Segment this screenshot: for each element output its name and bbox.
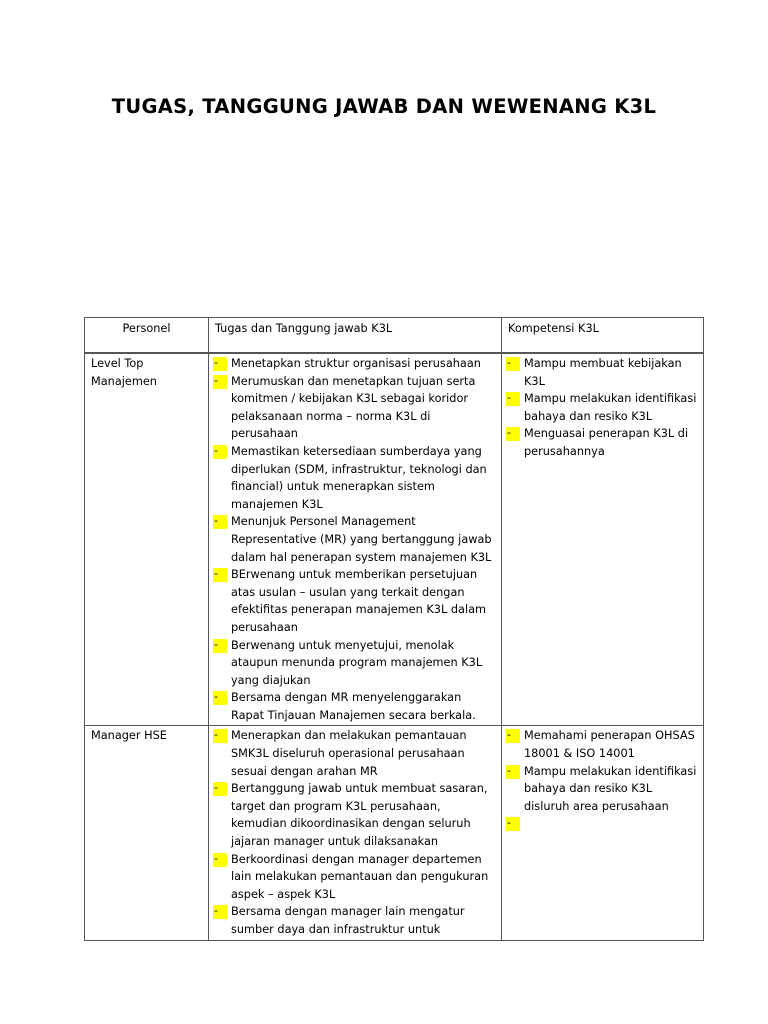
tugas-cell	[209, 726, 502, 940]
personel-cell: Manager HSE	[85, 726, 209, 940]
bullet-marker: -	[213, 639, 227, 653]
list-item-text: Mampu melakukan identifikasi bahaya dan resiko K3L disluruh area perusahaan	[524, 764, 697, 813]
kompetensi-cell	[502, 353, 704, 726]
table-row-top-manajemen	[85, 353, 704, 726]
bullet-marker: -	[213, 905, 227, 919]
list-item	[213, 689, 495, 724]
list-item	[213, 443, 495, 513]
list-item-text: Bersama dengan manager lain mengatur sumber daya dan infrastruktur untuk	[231, 905, 465, 936]
bullet-marker: -	[213, 853, 227, 867]
list-item	[213, 513, 495, 566]
list-item-text: Menetapkan struktur organisasi perusahaan	[231, 357, 481, 370]
list-item	[506, 390, 697, 425]
list-item-text: Berwenang untuk menyetujui, menolak ataupun menunda program manajemen K3L yang diajukan	[231, 638, 483, 687]
list-item-text: Memahami penerapan OHSAS 18001 & ISO 14001	[524, 729, 695, 761]
bullet-marker: -	[213, 375, 227, 389]
list-item	[213, 637, 495, 690]
bullet-marker: -	[506, 729, 520, 743]
bullet-marker: -	[506, 817, 520, 831]
header-personel: Personel	[85, 318, 209, 354]
header-kompetensi: Kompetensi K3L	[502, 318, 704, 354]
bullet-marker: -	[506, 357, 520, 371]
personel-cell: Level Top Manajemen	[85, 353, 209, 726]
list-item	[506, 763, 697, 816]
list-item-text: Bertanggung jawab untuk membuat sasaran, target dan program K3L perusahaan, kemudian dikoordinasikan dengan seluruh jajaran manager untuk dilaksanakan	[231, 782, 488, 849]
list-item	[506, 425, 697, 460]
table-row-manager-hse	[85, 726, 704, 940]
list-item-text: Menguasai penerapan K3L di perusahannya	[524, 427, 689, 458]
list-item	[213, 851, 495, 904]
bullet-marker: -	[213, 782, 227, 796]
bullet-marker: -	[213, 357, 227, 371]
list-item-text: Mampu melakukan identifikasi bahaya dan resiko K3L	[524, 392, 697, 423]
list-item	[213, 355, 495, 373]
tugas-list	[213, 727, 495, 938]
list-item	[213, 727, 495, 780]
tugas-cell	[209, 353, 502, 726]
list-item-text: Bersama dengan MR menyelenggarakan Rapat Tinjauan Manajemen secara berkala.	[231, 691, 476, 722]
bullet-marker: -	[213, 445, 227, 459]
bullet-marker: -	[506, 765, 520, 779]
list-item	[506, 355, 697, 390]
list-item-text: BErwenang untuk memberikan persetujuan atas usulan – usulan yang terkait dengan efektifitas penerapan manajemen K3L dalam perusahaan	[231, 568, 487, 634]
bullet-marker: -	[213, 515, 227, 529]
list-item-text: Memastikan ketersediaan sumberdaya yang diperlukan (SDM, infrastruktur, teknologi dan financial) untuk menerapkan sistem manajemen K3L	[231, 444, 487, 511]
bullet-marker: -	[213, 691, 227, 705]
list-item	[213, 373, 495, 443]
header-tugas: Tugas dan Tanggung jawab K3L	[209, 318, 502, 354]
tugas-list	[213, 355, 495, 724]
bullet-marker: -	[506, 427, 520, 441]
list-item-text: Menunjuk Personel Management Representative (MR) yang bertanggung jawab dalam hal penerapan system manajemen K3L	[231, 515, 492, 564]
list-item-text: Merumuskan dan menetapkan tujuan serta komitmen / kebijakan K3L sebagai koridor pelaksanaan norma – norma K3L di perusahaan	[231, 374, 476, 441]
kompetensi-cell	[502, 726, 704, 940]
kompetensi-list	[506, 355, 697, 461]
list-item	[506, 727, 697, 762]
list-item	[213, 566, 495, 636]
bullet-marker: -	[213, 729, 227, 743]
kompetensi-list	[506, 727, 697, 830]
bullet-marker: -	[213, 568, 227, 582]
list-item-text: Berkoordinasi dengan manager departemen lain melakukan pemantauan dan pengukuran aspek – aspek K3L	[231, 852, 489, 901]
k3l-responsibility-table	[84, 317, 704, 941]
bullet-marker: -	[506, 392, 520, 406]
list-item	[213, 903, 495, 938]
page-title: TUGAS, TANGGUNG JAWAB DAN WEWENANG K3L	[111, 95, 657, 118]
list-item-text: Mampu membuat kebijakan K3L	[524, 357, 682, 388]
list-item-text: Menerapkan dan melakukan pemantauan SMK3L diseluruh operasional perusahaan sesuai dengan arahan MR	[231, 729, 467, 778]
table-header-row	[85, 318, 704, 354]
list-item	[213, 780, 495, 850]
